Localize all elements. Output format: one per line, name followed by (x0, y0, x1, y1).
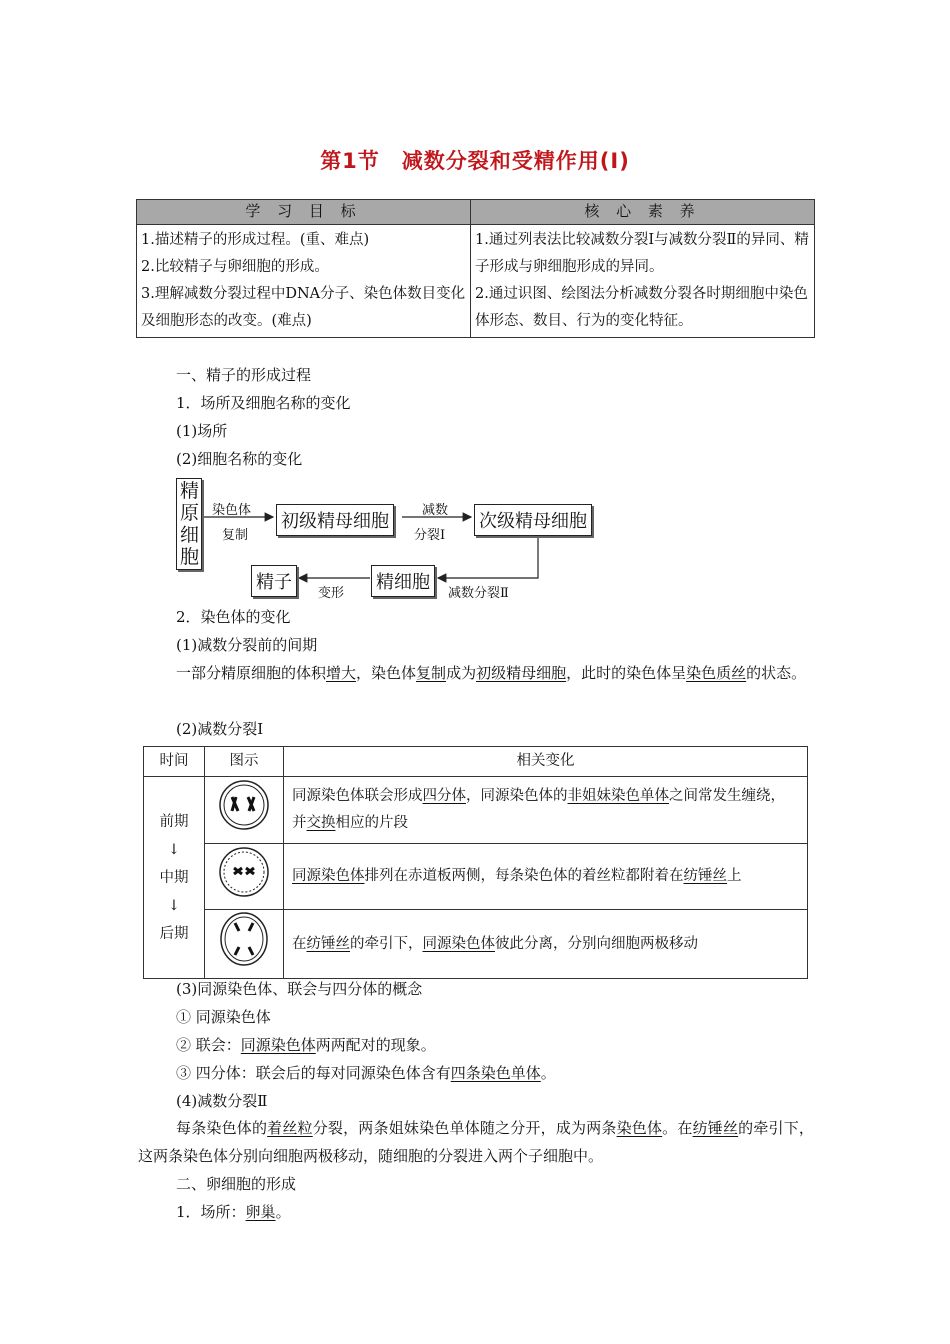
cell-spermatid: 精细胞 (371, 565, 435, 597)
answer-blank: 纺锤丝 (692, 1119, 739, 1137)
meiosis-1-table (143, 746, 808, 979)
cell-name-flow-diagram (176, 478, 606, 601)
answer-blank: 纺锤丝 (683, 868, 727, 884)
time-anaphase: 后期 (159, 925, 189, 942)
cell-spermatogonium: 精原细胞 (176, 478, 202, 570)
answer-blank: 交换 (306, 815, 336, 831)
answer-blank: 四条染色单体 (450, 1064, 541, 1082)
figure-prophase (205, 777, 284, 844)
figure-metaphase (205, 844, 284, 910)
goal-item: 3.理解减数分裂过程中DNA分子、染色体数目变化及细胞形态的改变。(难点) (141, 286, 466, 329)
answer-blank: 同源染色体 (422, 935, 495, 952)
item-meiosis-1: (2)减数分裂Ⅰ (176, 720, 264, 738)
prophase-cell-icon (218, 779, 270, 831)
goals-left-cell (137, 225, 471, 338)
header-time: 时间 (144, 747, 205, 777)
header-figure: 图示 (205, 747, 284, 777)
concept-tetrad: ③ 四分体：联会后的每对同源染色体含有四条染色单体。 (176, 1064, 556, 1082)
cell-secondary-spermatocyte: 次级精母细胞 (474, 504, 592, 536)
answer-blank: 染色体 (616, 1119, 663, 1137)
arrow-label: 变形 (318, 586, 345, 601)
answer-blank: 非姐妹染色单体 (567, 788, 669, 804)
goals-right-cell (471, 225, 815, 338)
arrow-label: 减数分裂Ⅱ (448, 586, 509, 601)
literacy-item: 2.通过识图、绘图法分析减数分裂各时期细胞中染色体形态、数目、行为的变化特征。 (475, 286, 808, 329)
time-prophase: 前期 (159, 813, 189, 830)
section-heading-sperm: 一、精子的形成过程 (176, 366, 312, 384)
answer-blank: 卵巢 (245, 1203, 276, 1221)
figure-anaphase (205, 910, 284, 979)
answer-blank: 染色质丝 (686, 664, 747, 682)
answer-blank: 同源染色体 (240, 1036, 316, 1054)
concept-homologous: ① 同源染色体 (176, 1008, 271, 1026)
cell-primary-spermatocyte: 初级精母细胞 (276, 504, 394, 536)
header-change: 相关变化 (284, 747, 808, 777)
item-meiosis-2: (4)减数分裂Ⅱ (176, 1092, 268, 1110)
arrow-label: 染色体 (212, 503, 252, 518)
arrow-label: 复制 (222, 528, 249, 543)
paragraph-interphase: 一部分精原细胞的体积增大，染色体复制成为初级精母细胞，此时的染色体呈染色质丝的状态。 (176, 664, 807, 682)
item-interphase: (1)减数分裂前的间期 (176, 636, 318, 654)
answer-blank: 复制 (416, 664, 447, 682)
time-metaphase: 中期 (159, 869, 189, 886)
item-place: (1)场所 (176, 422, 228, 440)
subheading-place-names: 1．场所及细胞名称的变化 (176, 394, 351, 412)
time-column (144, 777, 205, 979)
answer-blank: 增大 (326, 664, 357, 682)
metaphase-cell-icon (218, 846, 270, 898)
change-metaphase: 同源染色体排列在赤道板两侧，每条染色体的着丝粒都附着在纺锤丝上 (284, 844, 808, 910)
answer-blank: 纺锤丝 (306, 935, 350, 952)
answer-blank: 着丝粒 (267, 1119, 313, 1137)
arrow-label: 减数 (422, 503, 449, 518)
anaphase-cell-icon (218, 911, 270, 967)
item-concepts: (3)同源染色体、联会与四分体的概念 (176, 980, 423, 998)
egg-place: 1．场所：卵巢。 (176, 1203, 291, 1221)
item-cell-names: (2)细胞名称的变化 (176, 450, 303, 468)
change-prophase: 同源染色体联会形成四分体，同源染色体的非姐妹染色单体之间常发生缠绕，并交换相应的片段 (284, 777, 808, 844)
answer-blank: 同源染色体 (292, 868, 365, 884)
subheading-chromosome-change: 2．染色体的变化 (176, 608, 291, 626)
goals-header-right: 核 心 素 养 (471, 200, 815, 225)
change-anaphase: 在纺锤丝的牵引下，同源染色体彼此分离，分别向细胞两极移动 (284, 910, 808, 979)
paragraph-meiosis-2: 每条染色体的着丝粒分裂，两条姐妹染色单体随之分开，成为两条染色体。在纺锤丝的牵引下，这两条染色体分别向细胞两极移动，随细胞的分裂进入两个子细胞中。 (138, 1119, 814, 1165)
page-title: 第1节 减数分裂和受精作用(Ⅰ) (320, 149, 630, 173)
down-arrow-icon: ↓ (167, 897, 181, 914)
answer-blank: 四分体 (422, 788, 466, 804)
learning-goals-table (136, 199, 815, 338)
down-arrow-icon: ↓ (167, 841, 181, 858)
answer-blank: 初级精母细胞 (476, 664, 567, 682)
goal-item: 1.描述精子的形成过程。(重、难点) (141, 232, 370, 248)
cell-sperm: 精子 (251, 565, 297, 597)
arrow-label: 分裂Ⅰ (414, 528, 446, 543)
goals-header-left: 学 习 目 标 (137, 200, 471, 225)
concept-synapsis: ② 联会：同源染色体两两配对的现象。 (176, 1036, 436, 1054)
goal-item: 2.比较精子与卵细胞的形成。 (141, 259, 329, 275)
section-heading-egg: 二、卵细胞的形成 (176, 1175, 297, 1193)
literacy-item: 1.通过列表法比较减数分裂Ⅰ与减数分裂Ⅱ的异同、精子形成与卵细胞形成的异同。 (475, 232, 809, 275)
